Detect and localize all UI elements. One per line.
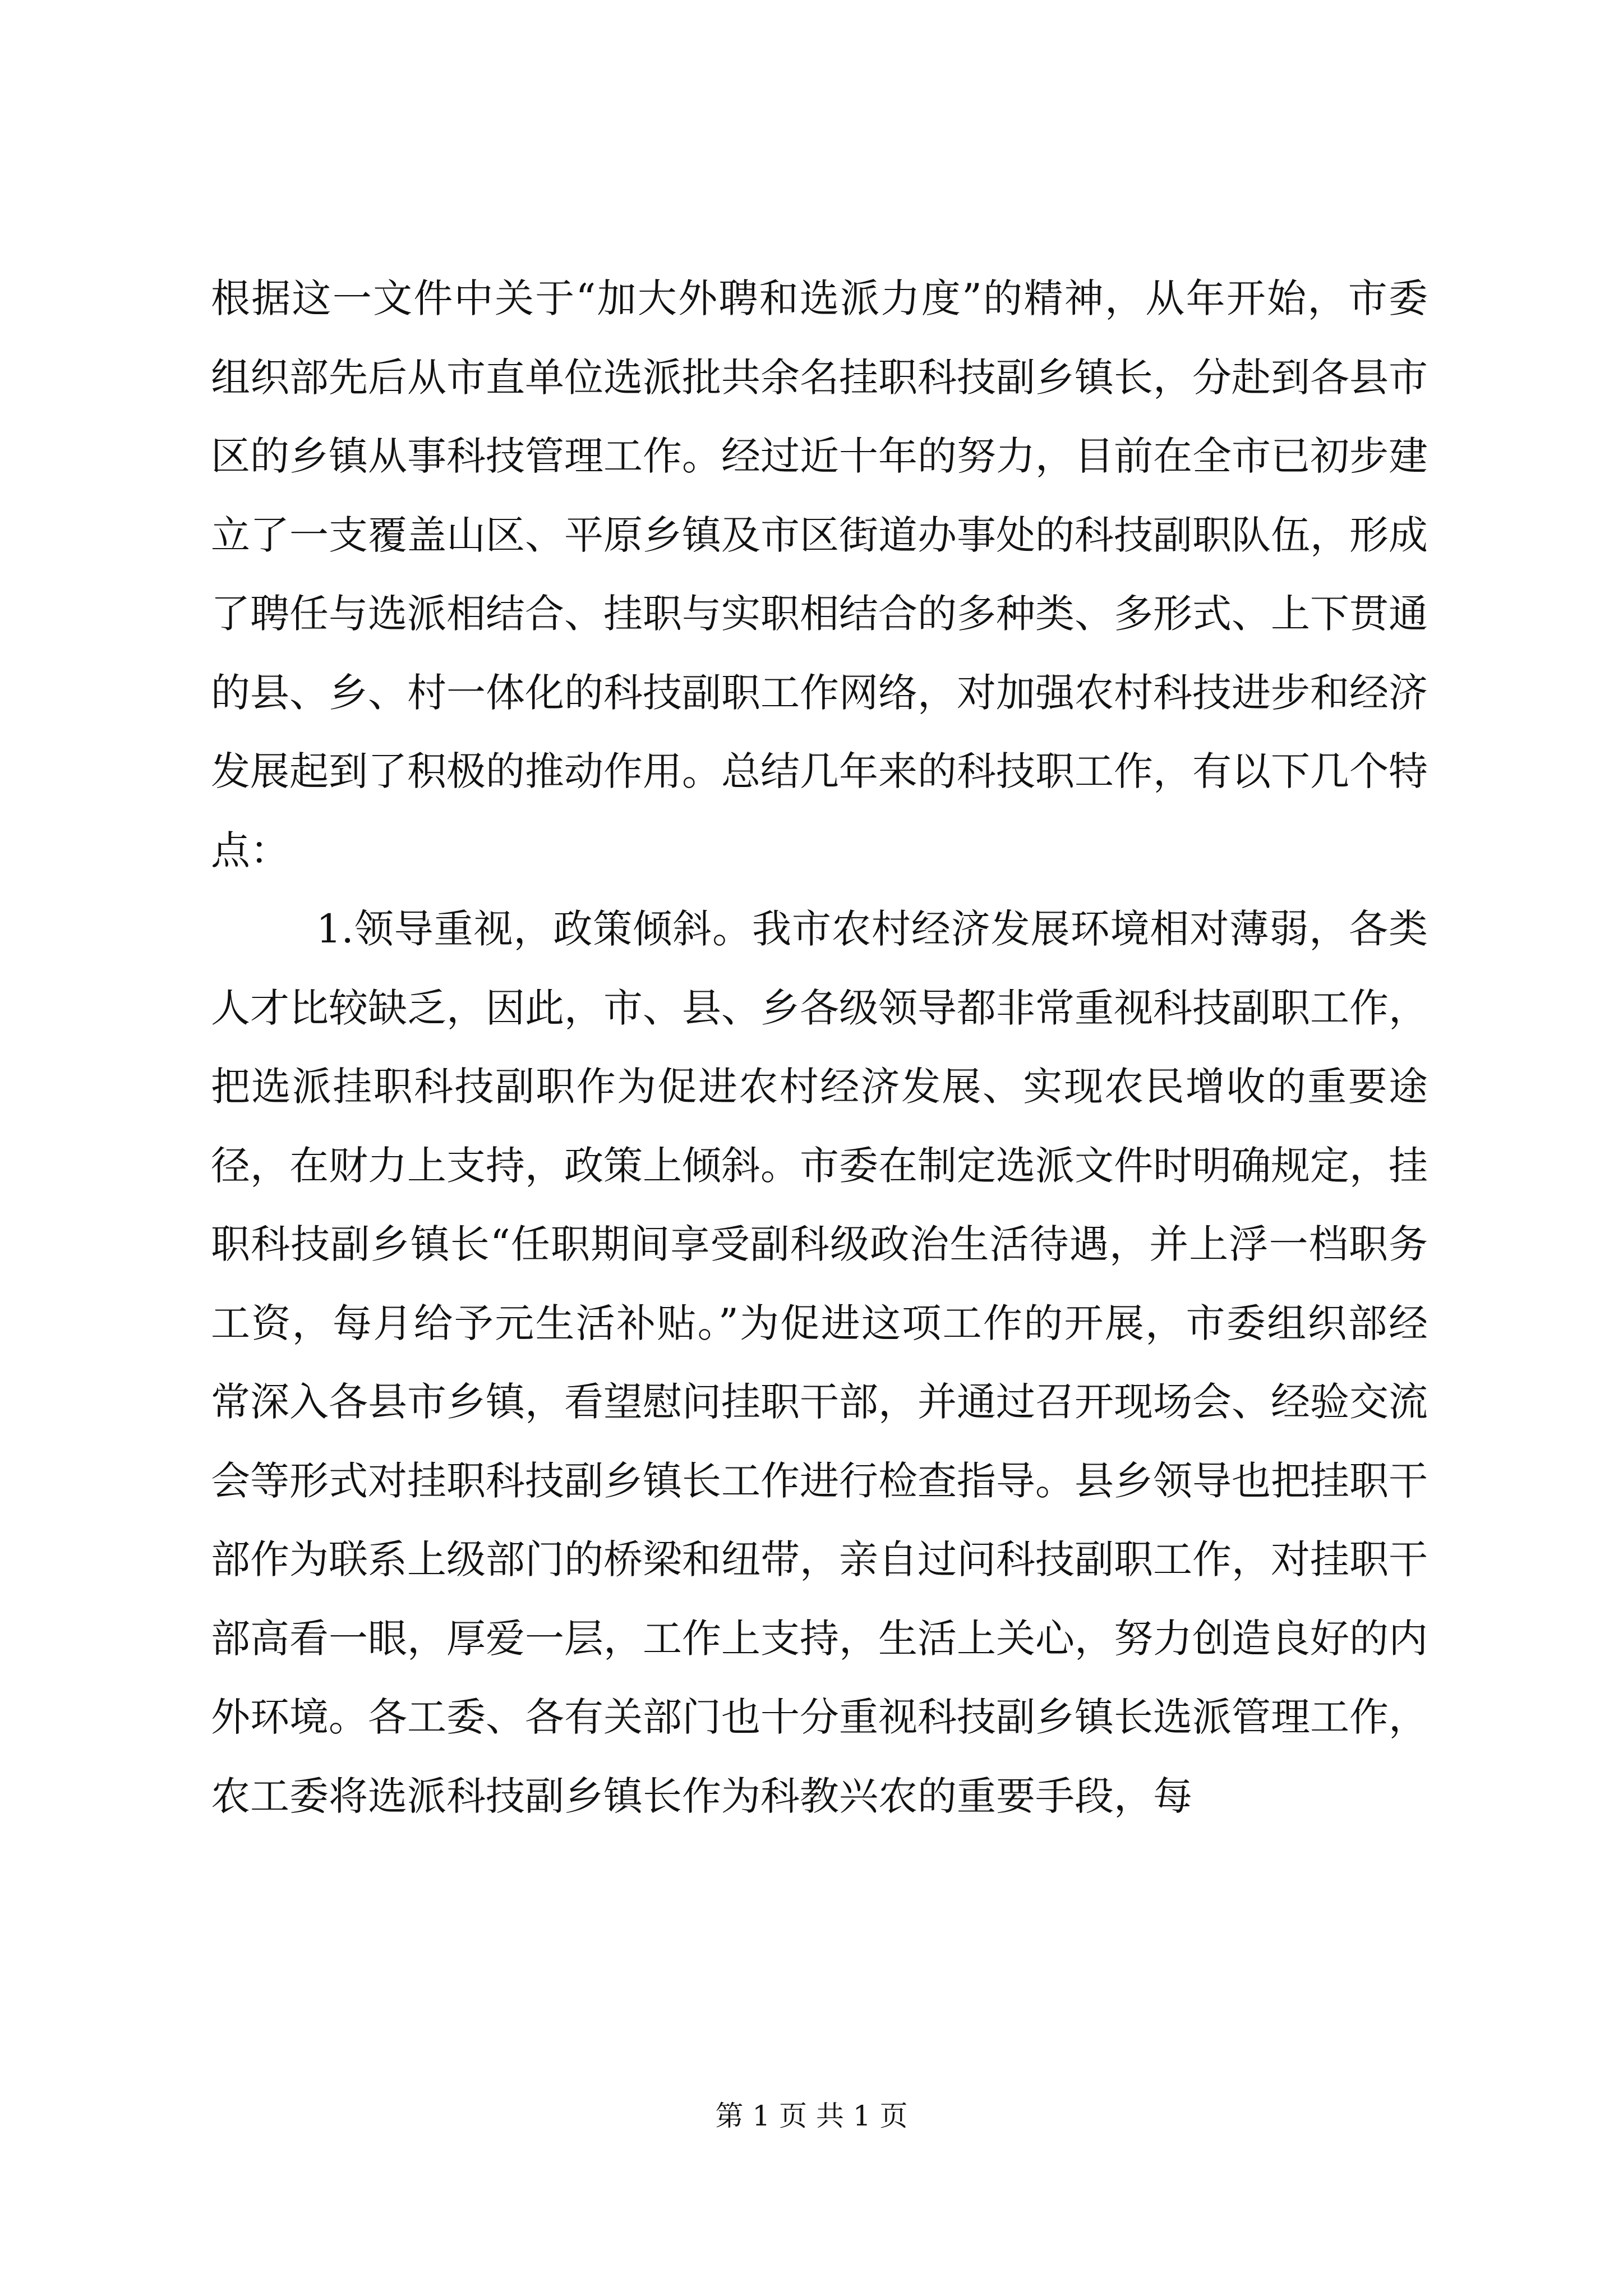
page-footer: 第 1 页 共 1 页 (715, 2100, 908, 2132)
paragraph-continuation: 根据这一文件中关于“加大外聘和选派力度”的精神，从年开始，市委组织部先后从市直单位选派批共余名挂职科技副乡镇长，分赴到各县市区的乡镇从事科技管理工作。经过近十年的努力，目前在全市已初步建立了一支覆盖山区、平原乡镇及市区街道办事处的科技副职队伍，形成了聘任与选派相结合、挂职与实职相结合的多种类、多形式、上下贯通的县、乡、村一体化的科技副职工作网络，对加强农村科技进步和经济发展起到了积极的推动作用。总结几年来的科技职工作，有以下几个特点： (211, 275, 1428, 873)
document-body (211, 259, 1428, 1835)
paragraph-point-1: 1.领导重视，政策倾斜。我市农村经济发展环境相对薄弱，各类人才比较缺乏，因此，市、县、乡各级领导都非常重视科技副职工作，把选派挂职科技副职作为促进农村经济发展、实现农民增收的重要途径，在财力上支持，政策上倾斜。市委在制定选派文件时明确规定，挂职科技副乡镇长“任职期间享受副科级政治生活待遇，并上浮一档职务工资，每月给予元生活补贴。”为促进这项工作的开展，市委组织部经常深入各县市乡镇，看望慰问挂职干部，并通过召开现场会、经验交流会等形式对挂职科技副乡镇长工作进行检查指导。县乡领导也把挂职干部作为联系上级部门的桥梁和纽带，亲自过问科技副职工作，对挂职干部高看一眼，厚爱一层，工作上支持，生活上关心，努力创造良好的内外环境。各工委、各有关部门也十分重视科技副乡镇长选派管理工作，农工委将选派科技副乡镇长作为科教兴农的重要手段，每 (211, 906, 1428, 1819)
